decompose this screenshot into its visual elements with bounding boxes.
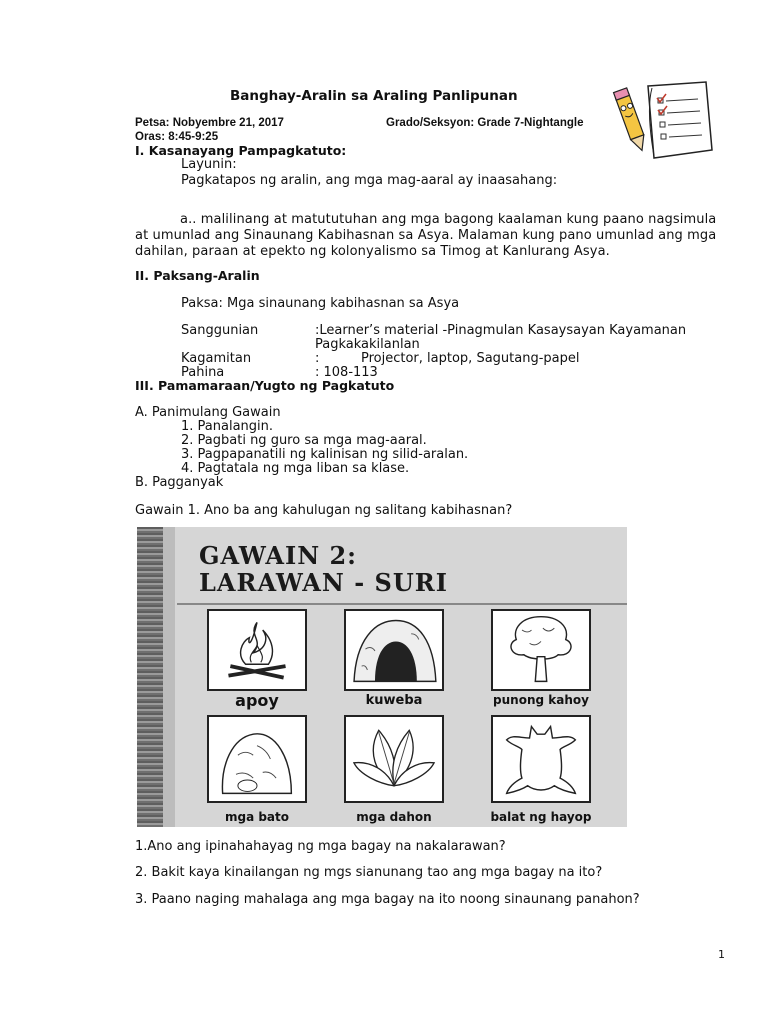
caption-balat-ng-hayop: balat ng hayop <box>490 810 592 824</box>
rocks-icon <box>209 717 305 801</box>
kagamitan-value: Projector, laptop, Sagutang-papel <box>361 351 580 366</box>
objective-paragraph: a.. malilinang at matututuhan ang mga bagong kaalaman kung paano nagsimula at umunlad ang Sinaunang Kabihasnan sa Asya. Malaman kung pano umunlad ang mga dahilan, paraan at epekto ng kolonyalismo sa Timog at Kanlurang Asya. <box>135 212 717 259</box>
kagamitan-label: Kagamitan <box>181 351 252 366</box>
caption-apoy: apoy <box>235 691 279 710</box>
kuweba-picture <box>344 609 444 691</box>
caption-kuweba: kuweba <box>365 693 423 708</box>
panimulang-gawain-heading: A. Panimulang Gawain <box>135 405 281 420</box>
caption-mga-bato: mga bato <box>224 810 290 824</box>
pahina-value: : 108-113 <box>315 365 378 380</box>
date-field: Petsa: Nobyembre 21, 2017 <box>135 117 284 129</box>
list-item: 3. Pagpapanatili ng kalinisan ng silid-aralan. <box>181 447 469 462</box>
kagamitan-colon: : <box>315 351 320 366</box>
cave-icon <box>346 611 442 689</box>
section-2-heading: II. Paksang-Aralin <box>135 268 260 283</box>
title-divider <box>177 603 627 605</box>
decorative-stripe <box>137 527 163 827</box>
page-number: 1 <box>718 948 725 961</box>
question-1: 1.Ano ang ipinahahayag ng mga bagay na nakalarawan? <box>135 839 506 854</box>
layunin-label: Layunin: <box>181 157 237 172</box>
pagganyak-heading: B. Pagganyak <box>135 475 224 490</box>
list-item: 2. Pagbati ng guro sa mga mag-aaral. <box>181 433 427 448</box>
time-field: Oras: 8:45-9:25 <box>135 131 219 143</box>
leaves-icon <box>346 717 442 801</box>
tree-icon <box>493 611 589 689</box>
sanggunian-value: :Learner’s material -Pinagmulan Kasaysayan Kayamanan <box>315 323 687 338</box>
decorative-stripe <box>163 527 175 827</box>
animal-hide-icon <box>493 717 589 801</box>
punong-kahoy-picture <box>491 609 591 691</box>
caption-punong-kahoy: punong kahoy <box>493 693 589 707</box>
balat-ng-hayop-picture <box>491 715 591 803</box>
sanggunian-label: Sanggunian <box>181 323 259 338</box>
section-3-heading: III. Pamamaraan/Yugto ng Pagkatuto <box>135 378 395 393</box>
document-title: Banghay-Aralin sa Araling Panlipunan <box>230 88 518 104</box>
list-item: 4. Pagtatala ng mga liban sa klase. <box>181 461 410 476</box>
section-1-heading: I. Kasanayang Pampagkatuto: <box>135 143 347 158</box>
caption-mga-dahon: mga dahon <box>356 810 432 824</box>
fire-icon <box>209 611 305 689</box>
question-3: 3. Paano naging mahalaga ang mga bagay na ito noong sinaunang panahon? <box>135 892 640 907</box>
objective-intro: Pagkatapos ng aralin, ang mga mag-aaral ay inaasahang: <box>181 173 558 188</box>
list-item: 1. Panalangin. <box>181 419 274 434</box>
question-2: 2. Bakit kaya kinailangan ng mgs sianunang tao ang mga bagay na ito? <box>135 865 603 880</box>
paksa-line: Paksa: Mga sinaunang kabihasnan sa Asya <box>181 296 460 311</box>
gawain-1-question: Gawain 1. Ano ba ang kahulugan ng salitang kabihasnan? <box>135 503 513 518</box>
sanggunian-value-cont: Pagkakakilanlan <box>315 337 420 352</box>
gawain-2-subtitle: LARAWAN - SURI <box>199 568 448 597</box>
pahina-label: Pahina <box>181 365 225 380</box>
grade-section-field: Grado/Seksyon: Grade 7-Nightangle <box>386 117 584 129</box>
mga-dahon-picture <box>344 715 444 803</box>
checklist-clipart-icon <box>608 80 720 162</box>
gawain-2-activity-image <box>137 527 627 827</box>
mga-bato-picture <box>207 715 307 803</box>
gawain-2-title: GAWAIN 2: <box>199 541 358 570</box>
apoy-picture <box>207 609 307 691</box>
